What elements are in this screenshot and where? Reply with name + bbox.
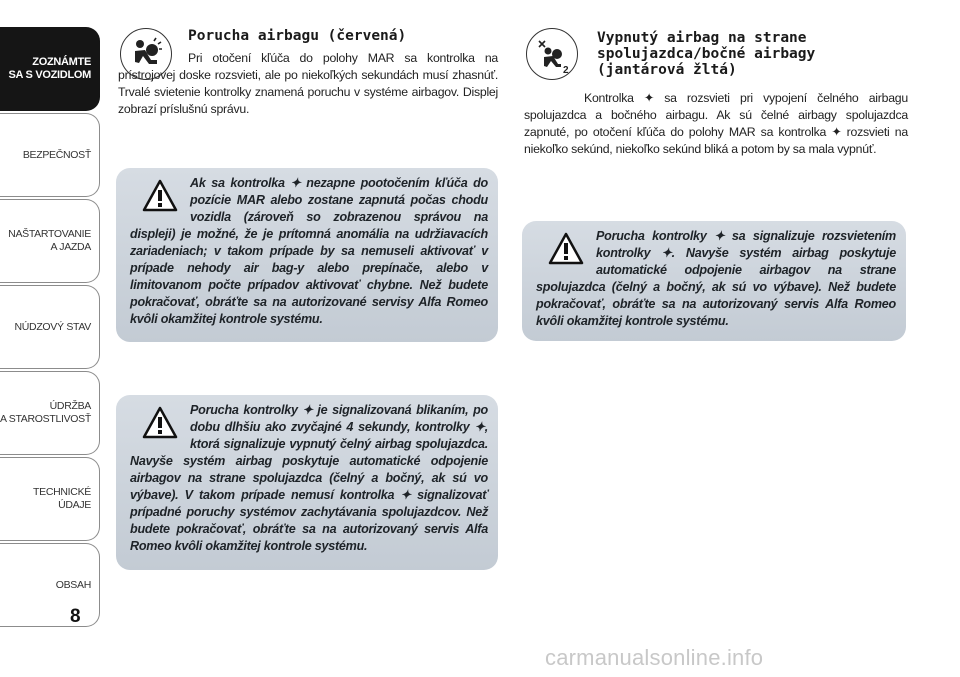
passenger-airbag-off-icon bbox=[526, 28, 578, 80]
warning-text-1: Ak sa kontrolka ✦ nezapne pootočením kľúča do pozície MAR alebo zostane zapnutá počas chodu vozidla (zároveň so zobrazenou správou na displeji) je možné, že je prítomná anomália na udržiavacích zariadeniach; v takom prípade by sa nemuseli aktivovať v prípade nehody air bag-y alebo prepínače, alebo v limitovanom počte prípadov aktivovať chybne. Než budete pokračovať, obráťte sa na autorizované servisy Alfa Romeo kvôli okamžitej kontrole systému. bbox=[130, 176, 488, 326]
right-paragraph: Kontrolka ✦ sa rozsvieti pri vypojení čelného airbagu spolujazdca a bočného airbagu. Ak sú čelné airbagy spolujazdca zapnuté, po otočení kľúča do polohy MAR sa kontrolka ✦ rozsvieti na niekoľko sekúnd, niekoľko sekúnd bliká a potom by sa mala vypnúť. bbox=[524, 91, 908, 156]
warning-triangle-icon bbox=[142, 179, 178, 213]
left-heading: Porucha airbagu (červená) bbox=[188, 28, 407, 44]
tab-udrzba[interactable]: ÚDRŽBA A STAROSTLIVOSŤ bbox=[0, 371, 100, 455]
tab-technicke-udaje[interactable]: TECHNICKÉ ÚDAJE bbox=[0, 457, 100, 541]
warning-box-2 bbox=[116, 395, 498, 570]
right-heading: Vypnutý airbag na strane spolujazdca/bočné airbagy (jantárová žltá) bbox=[597, 30, 816, 78]
warning-triangle-icon bbox=[142, 406, 178, 440]
tab-nastartovanie[interactable]: NAŠTARTOVANIE A JAZDA bbox=[0, 199, 100, 283]
tab-obsah[interactable]: OBSAH bbox=[0, 543, 100, 627]
warning-text-3: Porucha kontrolky ✦ sa signalizuje rozsvietením kontrolky ✦. Navyše systém airbag poskytuje automatické odpojenie airbagov na strane spolujazdca (čelný a bočný, ak sú vo výbave). Než budete pokračovať, obráťte sa na autorizovaný servis Alfa Romeo kvôli okamžitej kontrole systému. bbox=[536, 229, 896, 328]
watermark: carmanualsonline.info bbox=[545, 645, 764, 670]
warning-box-3 bbox=[522, 221, 906, 341]
warning-text-2: Porucha kontrolky ✦ je signalizovaná blikaním, po dobu dlhšiu ako zvyčajné 4 sekundy, kontrolky ✦, ktorá signalizuje vypnutý čelný airbag spolujazdca. Navyše systém airbag poskytuje automatické odpojenie airbagov na strane spolujazdca (čelný a bočný, ak sú vo výbave). V takom prípade nemusí kontrolka ✦ signalizovať prípadné poruchy systémov zachytávania spolujazdcov. Než budete pokračovať, obráťte sa na autorizovaný servis Alfa Romeo kvôli okamžitej kontrole systému. bbox=[130, 403, 488, 553]
warning-triangle-icon bbox=[548, 232, 584, 266]
left-paragraph: Pri otočení kľúča do polohy MAR sa kontrolka na prístrojovej doske rozsvieti, ale po niekoľkých sekundách musí zhasnúť. Trvalé svietenie kontrolky znamená poruchu v systéme airbagov. Displej zobrazí príslušnú správu. bbox=[118, 51, 498, 116]
tab-nudzovy-stav[interactable]: NÚDZOVÝ STAV bbox=[0, 285, 100, 369]
icon-number: 2 bbox=[563, 65, 569, 76]
tab-bezpecnost[interactable]: BEZPEČNOSŤ bbox=[0, 113, 100, 197]
warning-box-1 bbox=[116, 168, 498, 342]
page-number: 8 bbox=[70, 606, 81, 627]
tab-zoznamte-sa[interactable]: ZOZNÁMTE SA S VOZIDLOM bbox=[0, 27, 100, 111]
